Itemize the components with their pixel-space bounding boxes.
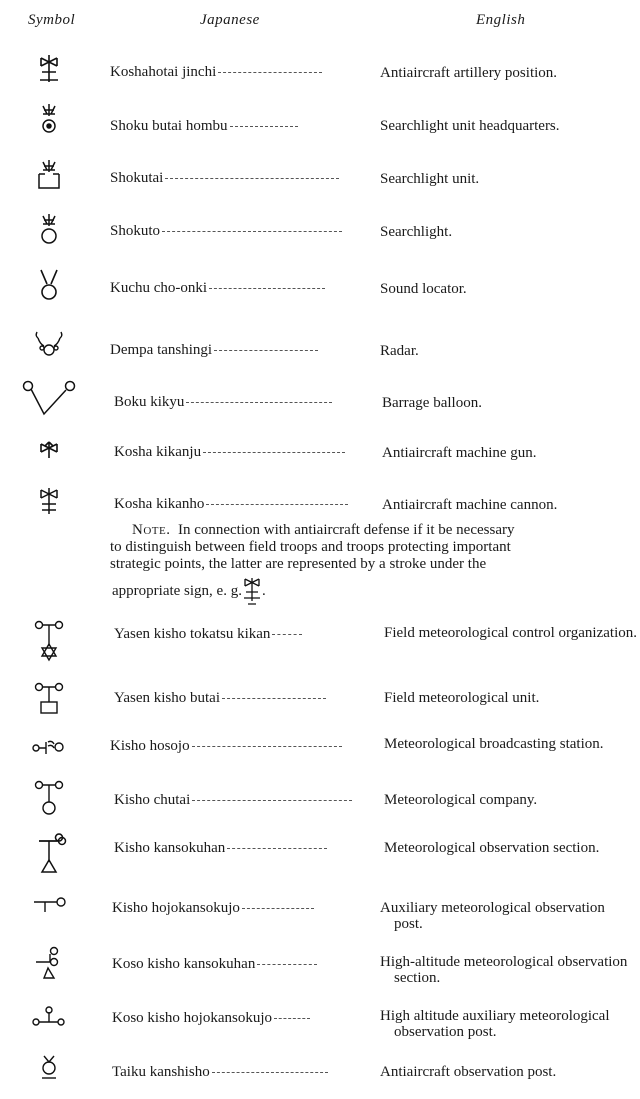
english-term: Field meteorological control organization. bbox=[384, 625, 637, 641]
table-row bbox=[0, 330, 640, 370]
table-row bbox=[0, 104, 640, 144]
japanese-term: Taiku kanshisho bbox=[112, 1064, 210, 1080]
meteorological-observation-section-icon bbox=[26, 836, 72, 880]
radar-icon bbox=[26, 330, 72, 370]
japanese-term: Kisho hojokansokujo bbox=[112, 900, 240, 916]
japanese-term: Boku kikyu bbox=[114, 394, 185, 410]
table-row bbox=[0, 268, 640, 308]
antiaircraft-artillery-position-icon bbox=[26, 52, 72, 92]
auxiliary-meteorological-observation-post-icon bbox=[26, 892, 72, 932]
english-term: Antiaircraft observation post. bbox=[380, 1064, 557, 1080]
note-paragraph bbox=[112, 522, 634, 607]
japanese-term: Koso kisho hojokansokujo bbox=[112, 1010, 273, 1026]
english-term: Antiaircraft artillery position. bbox=[380, 65, 558, 81]
leader-dots bbox=[230, 126, 298, 127]
note-text-line: appropriate sign, e. g. bbox=[112, 583, 242, 599]
english-column-header: English bbox=[476, 12, 526, 28]
japanese-term: Kisho chutai bbox=[114, 792, 191, 808]
table-row bbox=[0, 380, 640, 420]
table-row bbox=[0, 1054, 640, 1094]
japanese-term: Kisho hosojo bbox=[110, 738, 190, 754]
japanese-term: Shokutai bbox=[110, 170, 164, 186]
japanese-term: Koshahotai jinchi bbox=[110, 64, 217, 80]
leader-dots bbox=[212, 1072, 328, 1073]
english-term: Meteorological observation section. bbox=[384, 840, 600, 856]
japanese-term: Yasen kisho tokatsu kikan bbox=[114, 626, 271, 642]
japanese-term: Kosha kikanju bbox=[114, 444, 202, 460]
japanese-column-header: Japanese bbox=[200, 12, 260, 28]
japanese-term: Koso kisho kansokuhan bbox=[112, 956, 256, 972]
english-term: Searchlight unit. bbox=[380, 171, 480, 187]
english-term: Meteorological company. bbox=[384, 792, 538, 808]
english-term: Barrage balloon. bbox=[382, 395, 482, 411]
table-row bbox=[0, 836, 640, 880]
leader-dots bbox=[227, 848, 327, 849]
symbol-column-header: Symbol bbox=[28, 12, 76, 28]
antiaircraft-machine-cannon-icon bbox=[26, 486, 72, 526]
leader-dots bbox=[203, 452, 345, 453]
japanese-term: Dempa tanshingi bbox=[110, 342, 213, 358]
barrage-balloon-icon bbox=[22, 380, 78, 420]
sound-locator-icon bbox=[26, 268, 72, 308]
table-row bbox=[0, 214, 640, 254]
high-altitude-auxiliary-meteorological-observation-post-icon bbox=[26, 1004, 72, 1044]
english-term: Sound locator. bbox=[380, 281, 467, 297]
table-row bbox=[0, 946, 640, 992]
searchlight-unit-headquarters-icon bbox=[26, 104, 72, 144]
leader-dots bbox=[272, 634, 302, 635]
english-term: High-altitude meteorological observation section. bbox=[380, 954, 628, 986]
english-term: Meteorological broadcasting station. bbox=[384, 736, 604, 752]
table-row bbox=[0, 1004, 640, 1044]
high-altitude-meteorological-observation-section-icon bbox=[26, 946, 72, 992]
english-term: High altitude auxiliary meteorological observation post. bbox=[380, 1008, 610, 1040]
antiaircraft-observation-post-icon bbox=[26, 1054, 72, 1094]
leader-dots bbox=[186, 402, 332, 403]
japanese-term: Kisho kansokuhan bbox=[114, 840, 226, 856]
leader-dots bbox=[209, 288, 325, 289]
leader-dots bbox=[192, 800, 352, 801]
leader-dots bbox=[165, 178, 339, 179]
table-row bbox=[0, 436, 640, 476]
leader-dots bbox=[218, 72, 322, 73]
field-meteorological-unit-icon bbox=[26, 682, 72, 722]
leader-dots bbox=[222, 698, 326, 699]
note-text-line: strategic points, the latter are represented by a stroke under the bbox=[110, 556, 487, 572]
leader-dots bbox=[162, 231, 342, 232]
english-term: Antiaircraft machine gun. bbox=[382, 445, 537, 461]
antiaircraft-artillery-with-stroke-icon bbox=[242, 577, 262, 607]
leader-dots bbox=[257, 964, 317, 965]
english-term: Field meteorological unit. bbox=[384, 690, 540, 706]
leader-dots bbox=[206, 504, 348, 505]
note-text-line: In connection with antiaircraft defense if it be necessary bbox=[177, 522, 515, 538]
english-term: Antiaircraft machine cannon. bbox=[382, 497, 558, 513]
english-term: Auxiliary meteorological observation post. bbox=[380, 900, 605, 932]
leader-dots bbox=[214, 350, 318, 351]
table-row bbox=[0, 486, 640, 526]
table-row bbox=[0, 892, 640, 932]
table-row bbox=[0, 734, 640, 774]
japanese-term: Shoku butai hombu bbox=[110, 118, 228, 134]
japanese-term: Shokuto bbox=[110, 223, 161, 239]
table-row bbox=[0, 52, 640, 92]
table-row bbox=[0, 620, 640, 668]
japanese-term: Yasen kisho butai bbox=[114, 690, 220, 706]
note-label: Note. bbox=[132, 522, 171, 538]
meteorological-company-icon bbox=[26, 780, 72, 824]
leader-dots bbox=[192, 746, 342, 747]
field-meteorological-control-organization-icon bbox=[26, 620, 72, 668]
note-end: . bbox=[261, 583, 266, 599]
meteorological-broadcasting-station-icon bbox=[26, 734, 72, 774]
english-term: Searchlight unit headquarters. bbox=[380, 118, 560, 134]
searchlight-unit-icon bbox=[26, 160, 72, 200]
searchlight-icon bbox=[26, 214, 72, 254]
table-row bbox=[0, 682, 640, 724]
note-text-line: to distinguish between field troops and troops protecting important bbox=[110, 539, 511, 555]
english-term: Radar. bbox=[380, 343, 419, 359]
antiaircraft-machine-gun-icon bbox=[26, 436, 72, 476]
leader-dots bbox=[242, 908, 314, 909]
table-row bbox=[0, 780, 640, 824]
japanese-term: Kuchu cho-onki bbox=[110, 280, 208, 296]
english-term: Searchlight. bbox=[380, 224, 453, 240]
japanese-term: Kosha kikanho bbox=[114, 496, 205, 512]
leader-dots bbox=[274, 1018, 310, 1019]
table-row bbox=[0, 160, 640, 200]
